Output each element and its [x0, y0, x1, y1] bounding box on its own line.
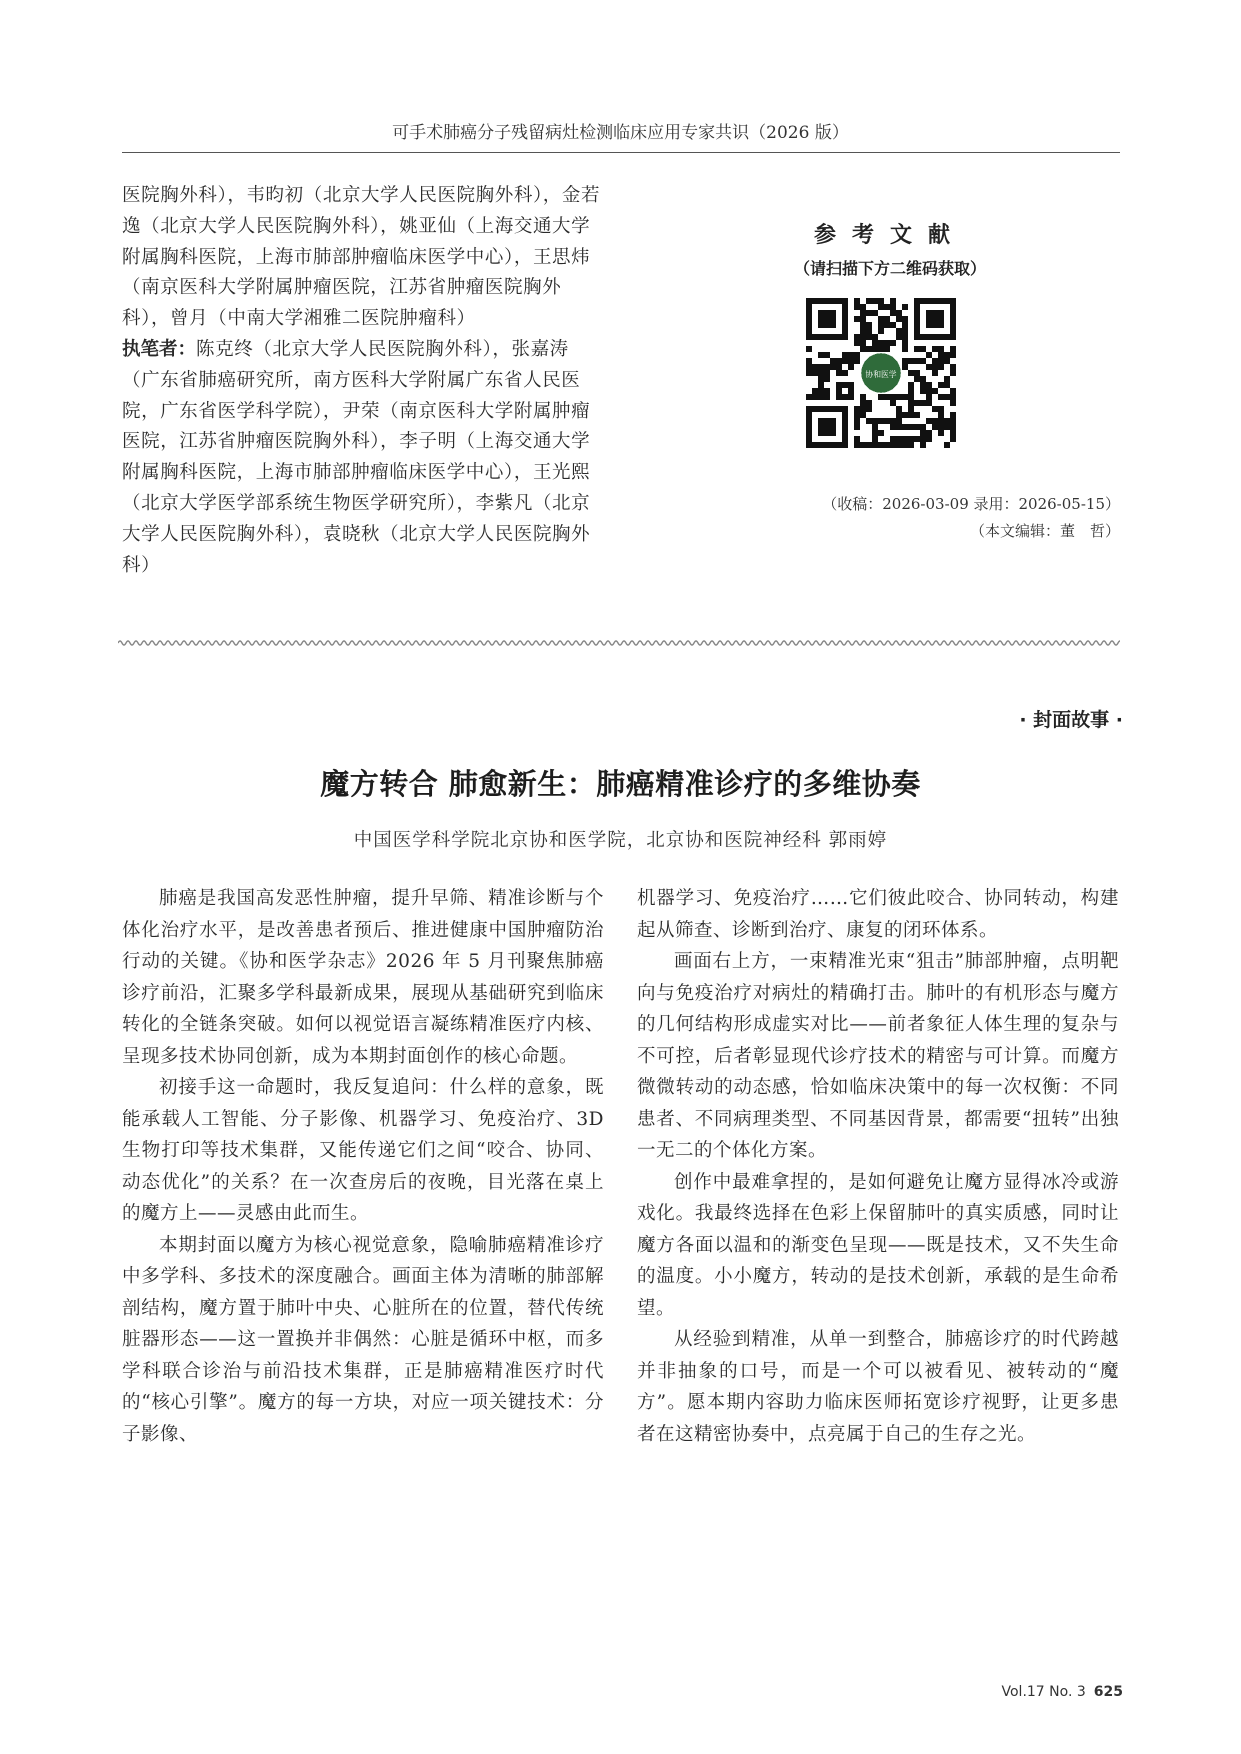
running-head: 可手术肺癌分子残留病灶检测临床应用专家共识（2026 版） [392, 123, 849, 143]
body-column-left [122, 883, 604, 1450]
writers-paragraph [122, 335, 604, 581]
article-byline: 中国医学科学院北京协和医学院，北京协和医院神经科 郭雨婷 [353, 830, 888, 851]
body-paragraph: 创作中最难拿捏的，是如何避免让魔方显得冰冷或游戏化。我最终选择在色彩上保留肺叶的真实质感，同时让魔方各面以温和的渐变色呈现——既是技术，又不失生命的温度。小小魔方，转动的是技术创新，承载的是生命希望。 [637, 1171, 1119, 1319]
participants-continued: 医院胸外科），韦昀初（北京大学人民医院胸外科），金若逸（北京大学人民医院胸外科），姚亚仙（上海交通大学附属胸科医院，上海市肺部肿瘤临床医学中心），王思炜（南京医科大学附属肿瘤医院，江苏省肿瘤医院胸外科），曾月（中南大学湘雅二医院肿瘤科） [122, 185, 601, 330]
section-divider [118, 638, 1120, 648]
body-column-right [637, 883, 1119, 1450]
author-list [122, 181, 604, 581]
body-paragraph: 初接手这一命题时，我反复追问：什么样的意象，既能承载人工智能、分子影像、机器学习、免疫治疗、3D 生物打印等技术集群，又能传递它们之间“咬合、协同、动态优化”的关系？在一次查房后的夜晚，目光落在桌上的魔方上——灵感由此而生。 [122, 1077, 604, 1224]
references-subtitle: （请扫描下方二维码获取） [793, 259, 986, 278]
body-paragraph-continued: 机器学习、免疫治疗……它们彼此咬合、协同转动，构建起从筛查、诊断到治疗、康复的闭环体系。 [637, 888, 1119, 941]
body-paragraph: 本期封面以魔方为核心视觉意象，隐喻肺癌精准诊疗中多学科、多技术的深度融合。画面主体为清晰的肺部解剖结构，魔方置于肺叶中央、心脏所在的位置，替代传统脏器形态——这一置换并非偶然：心脏是循环中枢，而多学科联合诊治与前沿技术集群，正是肺癌精准医疗时代的“核心引擎”。魔方的每一方块，对应一项关键技术：分子影像、 [122, 1234, 604, 1445]
article-dates [780, 491, 1120, 545]
editor-line: （本文编辑：董 哲） [969, 522, 1120, 540]
article-title: 魔方转合 肺愈新生：肺癌精准诊疗的多维协奏 [320, 767, 921, 801]
page-footer [1002, 1684, 1124, 1700]
section-label: · 封面故事 · [1019, 709, 1123, 731]
references-title: 参考文献 [813, 223, 966, 248]
header-rule [122, 152, 1120, 153]
body-paragraph: 画面右上方，一束精准光束“狙击”肺部肿瘤，点明靶向与免疫治疗对病灶的精确打击。肺叶的有机形态与魔方的几何结构形成虚实对比——前者象征人体生理的复杂与不可控，后者彰显现代诊疗技术的精密与可计算。而魔方微微转动的动态感，恰如临床决策中的每一次权衡：不同患者、不同病理类型、不同基因背景，都需要“扭转”出独一无二的个体化方案。 [637, 951, 1119, 1161]
qr-code-icon[interactable] [806, 298, 956, 448]
writers-label: 执笔者： [122, 338, 197, 360]
volume-number: Vol.17 No. 3 [1001, 1684, 1086, 1700]
page-number: 625 [1093, 1684, 1123, 1700]
writers-text: 陈克终（北京大学人民医院胸外科），张嘉涛（广东省肺癌研究所，南方医科大学附属广东省人民医院，广东省医学科学院），尹荣（南京医科大学附属肿瘤医院，江苏省肿瘤医院胸外科），李子明（上海交通大学附属胸科医院，上海市肺部肿瘤临床医学中心），王光熙（北京大学医学部系统生物医学研究所），李紫凡（北京大学人民医院胸外科），袁晓秋（北京大学人民医院胸外科） [122, 338, 591, 576]
received-accepted-dates: （收稿：2026-03-09 录用：2026-05-15） [822, 495, 1120, 513]
body-paragraph: 肺癌是我国高发恶性肿瘤，提升早筛、精准诊断与个体化治疗水平，是改善患者预后、推进健康中国肿瘤防治行动的关键。《协和医学杂志》2026 年 5 月刊聚焦肺癌诊疗前沿，汇聚多学科最新成果，展现从基础研究到临床转化的全链条突破。如何以视觉语言凝练精准医疗内核、呈现多技术协同创新，成为本期封面创作的核心命题。 [122, 888, 604, 1067]
body-paragraph: 从经验到精准，从单一到整合，肺癌诊疗的时代跨越并非抽象的口号，而是一个可以被看见、被转动的“魔方”。愿本期内容助力临床医师拓宽诊疗视野，让更多患者在这精密协奏中，点亮属于自己的生存之光。 [637, 1329, 1119, 1445]
qr-logo-text: 协和医学 [865, 370, 897, 380]
